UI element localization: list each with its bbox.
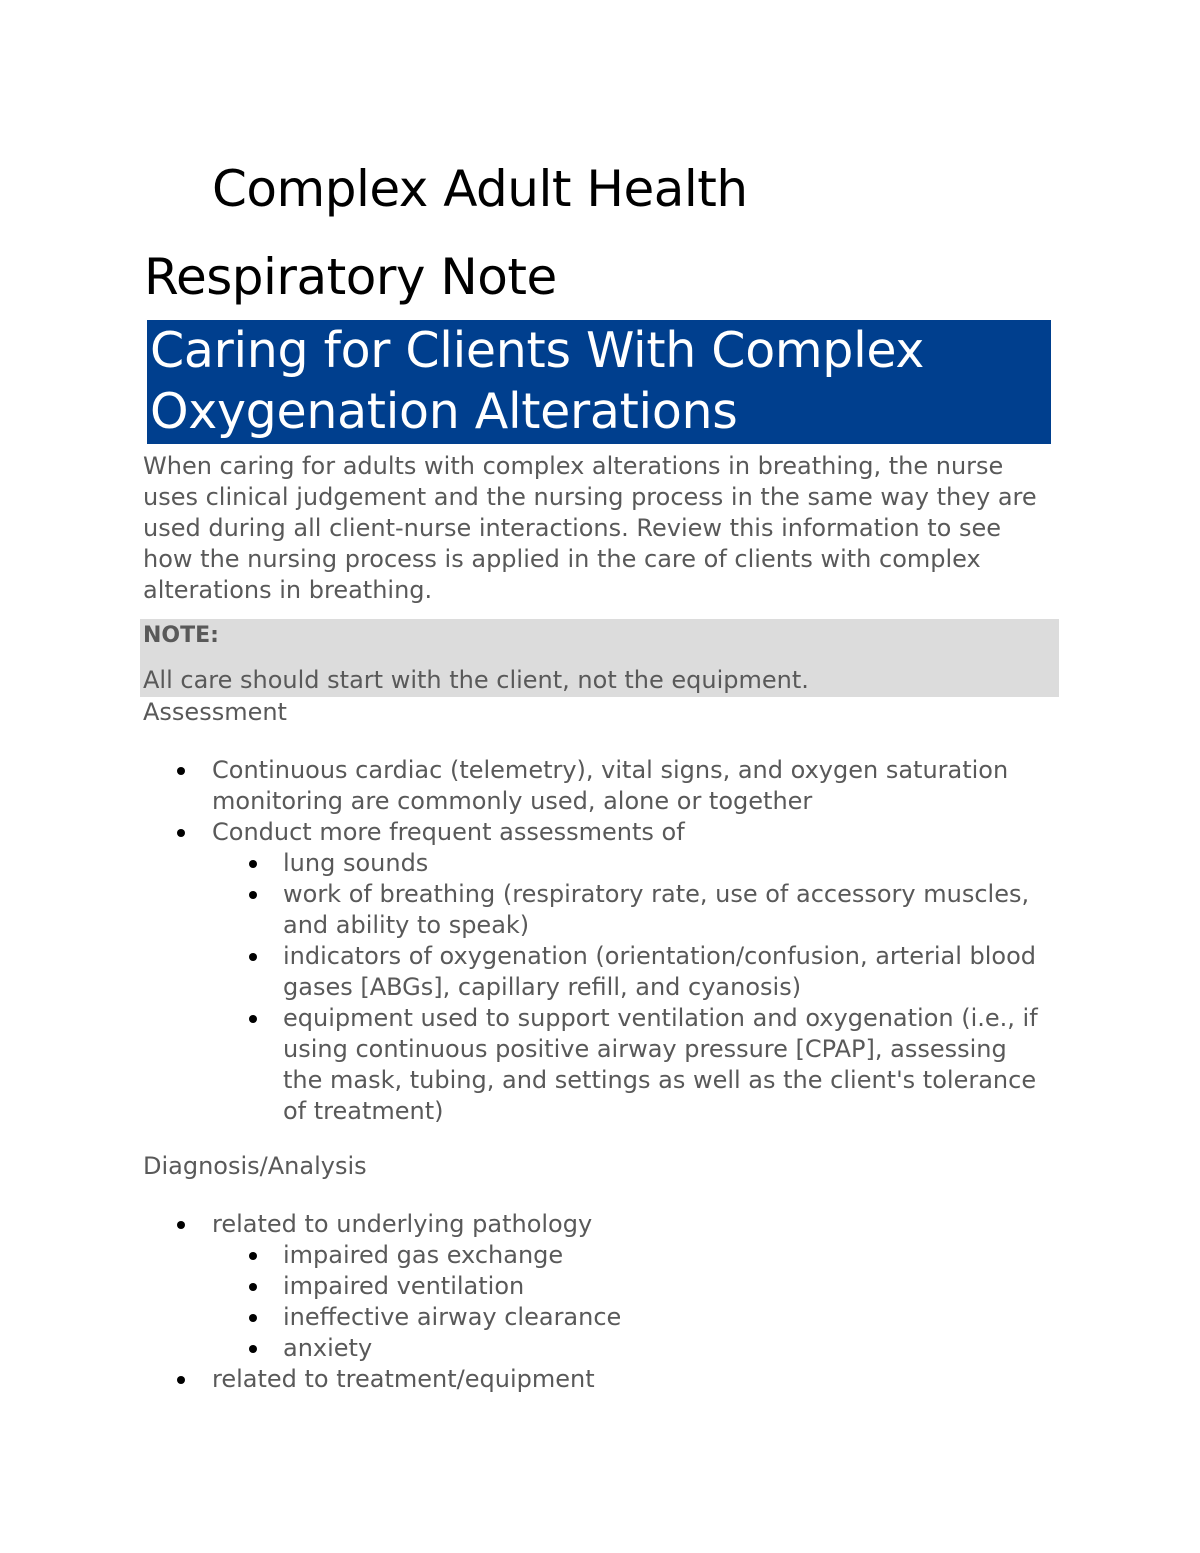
diagnosis-heading: Diagnosis/Analysis xyxy=(143,1152,367,1180)
bullet-icon xyxy=(249,860,257,868)
list-item-text: ineffective airway clearance xyxy=(283,1303,622,1331)
note-text: All care should start with the client, not the equipment. xyxy=(143,666,809,694)
bullet-icon xyxy=(177,1376,185,1384)
bullet-icon xyxy=(177,767,185,775)
bullet-icon xyxy=(249,891,257,899)
list-item-text: Continuous cardiac (telemetry), vital signs, and oxygen saturation monitoring are commonly used, alone or together xyxy=(212,756,1009,815)
bullet-icon xyxy=(249,1314,257,1322)
sub-list-item xyxy=(0,941,1043,1003)
list-item-text: lung sounds xyxy=(283,849,429,877)
bullet-icon xyxy=(249,1252,257,1260)
bullet-icon xyxy=(249,1283,257,1291)
list-item-text: anxiety xyxy=(283,1334,373,1362)
list-item xyxy=(0,755,1032,817)
assessment-list xyxy=(0,755,1200,1127)
note-label: NOTE: xyxy=(143,623,219,648)
list-item-text: related to underlying pathology xyxy=(212,1210,593,1238)
bullet-icon xyxy=(249,1015,257,1023)
list-item-text: equipment used to support ventilation and oxygenation (i.e., if using continuous positive airway pressure [CPAP], assessing the mask, tubing, and settings as well as the client's tolerance of treatment) xyxy=(283,1004,1038,1125)
banner-heading-line-2: Oxygenation Alterations xyxy=(150,383,738,440)
sub-list-item xyxy=(0,1333,1043,1364)
assessment-heading: Assessment xyxy=(143,698,287,726)
diagnosis-list xyxy=(0,1209,1200,1395)
sub-list-item xyxy=(0,848,1043,879)
sub-list-item xyxy=(0,1240,1043,1271)
document-title: Complex Adult Health xyxy=(212,160,748,218)
bullet-icon xyxy=(249,953,257,961)
document-subtitle: Respiratory Note xyxy=(144,248,557,306)
list-item-text: impaired ventilation xyxy=(283,1272,525,1300)
list-item-text: related to treatment/equipment xyxy=(212,1365,595,1393)
sub-list-item xyxy=(0,1302,1043,1333)
sub-list-item xyxy=(0,1003,1043,1127)
bullet-icon xyxy=(177,1221,185,1229)
list-item-text: indicators of oxygenation (orientation/confusion, arterial blood gases [ABGs], capillary refill, and cyanosis) xyxy=(283,942,1037,1001)
banner-heading-line-1: Caring for Clients With Complex xyxy=(150,322,925,379)
bullet-icon xyxy=(249,1345,257,1353)
sub-list-item xyxy=(0,1271,1043,1302)
list-item xyxy=(0,817,1032,848)
list-item xyxy=(0,1364,1032,1395)
section-banner xyxy=(147,320,1051,444)
bullet-icon xyxy=(177,829,185,837)
list-item-text: Conduct more frequent assessments of xyxy=(212,818,685,846)
list-item-text: impaired gas exchange xyxy=(283,1241,564,1269)
sub-list-item xyxy=(0,879,1043,941)
list-item-text: work of breathing (respiratory rate, use of accessory muscles, and ability to speak) xyxy=(283,880,1030,939)
list-item xyxy=(0,1209,1032,1240)
intro-paragraph: When caring for adults with complex alterations in breathing, the nurse uses clinical judgement and the nursing process in the same way they are used during all client-nurse interactions. Review this information to see how the nursing process is applied in the care of clients with complex alterations in breathing. xyxy=(143,452,1037,604)
